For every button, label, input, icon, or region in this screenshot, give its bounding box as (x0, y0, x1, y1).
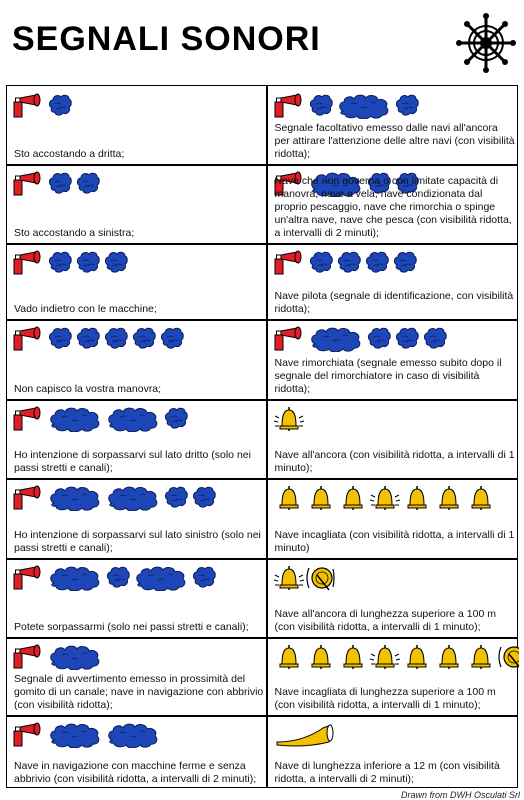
air-horn-icon (12, 644, 44, 670)
air-horn-icon (12, 250, 44, 276)
air-horn-icon (273, 93, 305, 119)
signal-sequence (12, 92, 262, 120)
gong-icon (497, 644, 519, 670)
short-blast-cloud-icon (365, 250, 389, 276)
long-blast-cloud-icon (48, 485, 102, 511)
signal-sequence (273, 643, 519, 671)
signal-cell-left (8, 717, 267, 790)
signal-sequence (12, 249, 262, 277)
signal-sequence (273, 484, 519, 512)
bell-icon (465, 644, 497, 670)
ringing-bell-icon (369, 485, 401, 511)
signal-sequence (12, 484, 262, 512)
signal-cell-left (8, 401, 267, 479)
long-blast-cloud-icon (337, 93, 391, 119)
signal-description: Nave all'ancora (con visibilità ridotta, a intervalli di 1 minuto); (274, 449, 515, 474)
signal-sequence (273, 405, 519, 433)
long-blast-cloud-icon (48, 406, 102, 432)
signal-description: Vado indietro con le macchine; (14, 303, 157, 315)
ringing-bell-icon (369, 644, 401, 670)
short-blast-cloud-icon (48, 171, 72, 197)
bell-icon (273, 485, 305, 511)
air-horn-icon (12, 565, 44, 591)
signal-sequence (273, 721, 519, 749)
gong-icon (305, 565, 335, 591)
bell-icon (273, 644, 305, 670)
signal-cell-right (269, 166, 519, 244)
signal-table (6, 85, 518, 788)
bell-icon (305, 485, 337, 511)
signal-cell-right (269, 401, 519, 479)
signal-cell-right (269, 321, 519, 400)
signal-sequence (273, 325, 519, 353)
fog-horn-icon (273, 722, 337, 748)
long-blast-cloud-icon (106, 722, 160, 748)
short-blast-cloud-icon (367, 326, 391, 352)
signal-description: Nave di lunghezza inferiore a 12 m (con visibilità ridotta, a intervalli di 2 minuti); (274, 760, 500, 785)
signal-description: Ho intenzione di sorpassarvi sul lato dritto (solo nei passi stretti e canali); (14, 449, 251, 474)
air-horn-icon (12, 171, 44, 197)
air-horn-icon (12, 93, 44, 119)
signal-cell-right (269, 639, 519, 716)
signal-description: Sto accostando a dritta; (14, 148, 125, 160)
signal-sequence (273, 564, 519, 592)
signal-description: Ho intenzione di sorpassarvi sul lato sinistro (solo nei passi stretti e canali); (14, 529, 261, 554)
short-blast-cloud-icon (395, 93, 419, 119)
short-blast-cloud-icon (423, 326, 447, 352)
signal-cell-right (269, 480, 519, 559)
short-blast-cloud-icon (192, 485, 216, 511)
bell-icon (401, 485, 433, 511)
signal-description: Nave pilota (segnale di identificazione, con visibilità ridotta); (274, 290, 514, 315)
signal-cell-right (269, 560, 519, 638)
bell-icon (337, 644, 369, 670)
signal-sequence (273, 92, 519, 120)
long-blast-cloud-icon (106, 485, 160, 511)
signal-description: Nave all'ancora di lunghezza superiore a 100 m (con visibilità ridotta, a intervalli di 1 minuto); (274, 608, 496, 633)
signal-sequence (12, 170, 262, 198)
signal-sequence (12, 405, 262, 433)
signal-cell-right (269, 717, 519, 790)
ringing-bell-icon (273, 565, 305, 591)
signal-cell-right (269, 88, 519, 165)
air-horn-icon (12, 406, 44, 432)
ships-wheel-icon (454, 12, 518, 74)
short-blast-cloud-icon (76, 171, 100, 197)
long-blast-cloud-icon (134, 565, 188, 591)
signal-sequence (12, 721, 262, 749)
short-blast-cloud-icon (48, 326, 72, 352)
short-blast-cloud-icon (160, 326, 184, 352)
signal-cell-left (8, 166, 267, 244)
signal-description: Segnale di avvertimento emesso in prossimità del gomito di un canale; nave in navigazione con abbrivio (con visibilità ridotta); (14, 673, 264, 711)
air-horn-icon (273, 250, 305, 276)
credit-text: Drawn from DWH Osculati Srl (400, 790, 520, 800)
bell-icon (433, 644, 465, 670)
short-blast-cloud-icon (106, 565, 130, 591)
signal-cell-left (8, 245, 267, 320)
signal-description: Nave in navigazione con macchine ferme e senza abbrivio (con visibilità ridotta, a intervalli di 2 minuti); (14, 760, 257, 785)
ringing-bell-icon (273, 406, 305, 432)
signal-sequence (12, 643, 262, 671)
short-blast-cloud-icon (76, 326, 100, 352)
short-blast-cloud-icon (393, 250, 417, 276)
air-horn-icon (12, 722, 44, 748)
short-blast-cloud-icon (104, 326, 128, 352)
short-blast-cloud-icon (395, 326, 419, 352)
signal-sequence (273, 249, 519, 277)
signal-description: Segnale facoltativo emesso dalle navi all'ancora per attirare l'attenzione delle altre navi (con visibilità ridotta); (274, 122, 515, 160)
bell-icon (401, 644, 433, 670)
long-blast-cloud-icon (48, 722, 102, 748)
short-blast-cloud-icon (337, 250, 361, 276)
signal-description: Potete sorpassarmi (solo nei passi stretti e canali); (14, 621, 249, 633)
short-blast-cloud-icon (309, 93, 333, 119)
bell-icon (305, 644, 337, 670)
short-blast-cloud-icon (104, 250, 128, 276)
signal-cell-right (269, 245, 519, 320)
page-title: SEGNALI SONORI (12, 20, 321, 58)
long-blast-cloud-icon (309, 326, 363, 352)
signal-description: Nave rimorchiata (segnale emesso subito dopo il segnale del rimorchiatore in caso di visibilità ridotta); (274, 357, 502, 395)
air-horn-icon (12, 326, 44, 352)
signal-cell-left (8, 560, 267, 638)
signal-description: Non capisco la vostra manovra; (14, 383, 162, 395)
signal-description: Sto accostando a sinistra; (14, 227, 135, 239)
signal-cell-left (8, 321, 267, 400)
short-blast-cloud-icon (132, 326, 156, 352)
short-blast-cloud-icon (48, 93, 72, 119)
signal-description: Nave incagliata di lunghezza superiore a 100 m (con visibilità ridotta, a intervalli di 1 minuto); (274, 686, 496, 711)
signal-cell-left (8, 639, 267, 716)
signal-description: Nave incagliata (con visibilità ridotta, a intervalli di 1 minuto) (274, 529, 515, 554)
signal-cell-left (8, 480, 267, 559)
signal-cell-left (8, 88, 267, 165)
bell-icon (337, 485, 369, 511)
bell-icon (433, 485, 465, 511)
long-blast-cloud-icon (106, 406, 160, 432)
short-blast-cloud-icon (48, 250, 72, 276)
long-blast-cloud-icon (48, 644, 102, 670)
short-blast-cloud-icon (164, 406, 188, 432)
short-blast-cloud-icon (76, 250, 100, 276)
short-blast-cloud-icon (164, 485, 188, 511)
air-horn-icon (12, 485, 44, 511)
short-blast-cloud-icon (192, 565, 216, 591)
signal-description: Nave che non governa o con limitate capacità di manovra, nave a vela, nave condizionata dal proprio pescaggio, nave che rimorchia o spinge un'altra nave, nave che pesca (con visibilità ridotta, a intervalli di 2 minuti); (274, 175, 512, 239)
bell-icon (465, 485, 497, 511)
short-blast-cloud-icon (309, 250, 333, 276)
long-blast-cloud-icon (48, 565, 102, 591)
air-horn-icon (273, 326, 305, 352)
signal-sequence (12, 564, 262, 592)
signal-sequence (12, 325, 262, 353)
